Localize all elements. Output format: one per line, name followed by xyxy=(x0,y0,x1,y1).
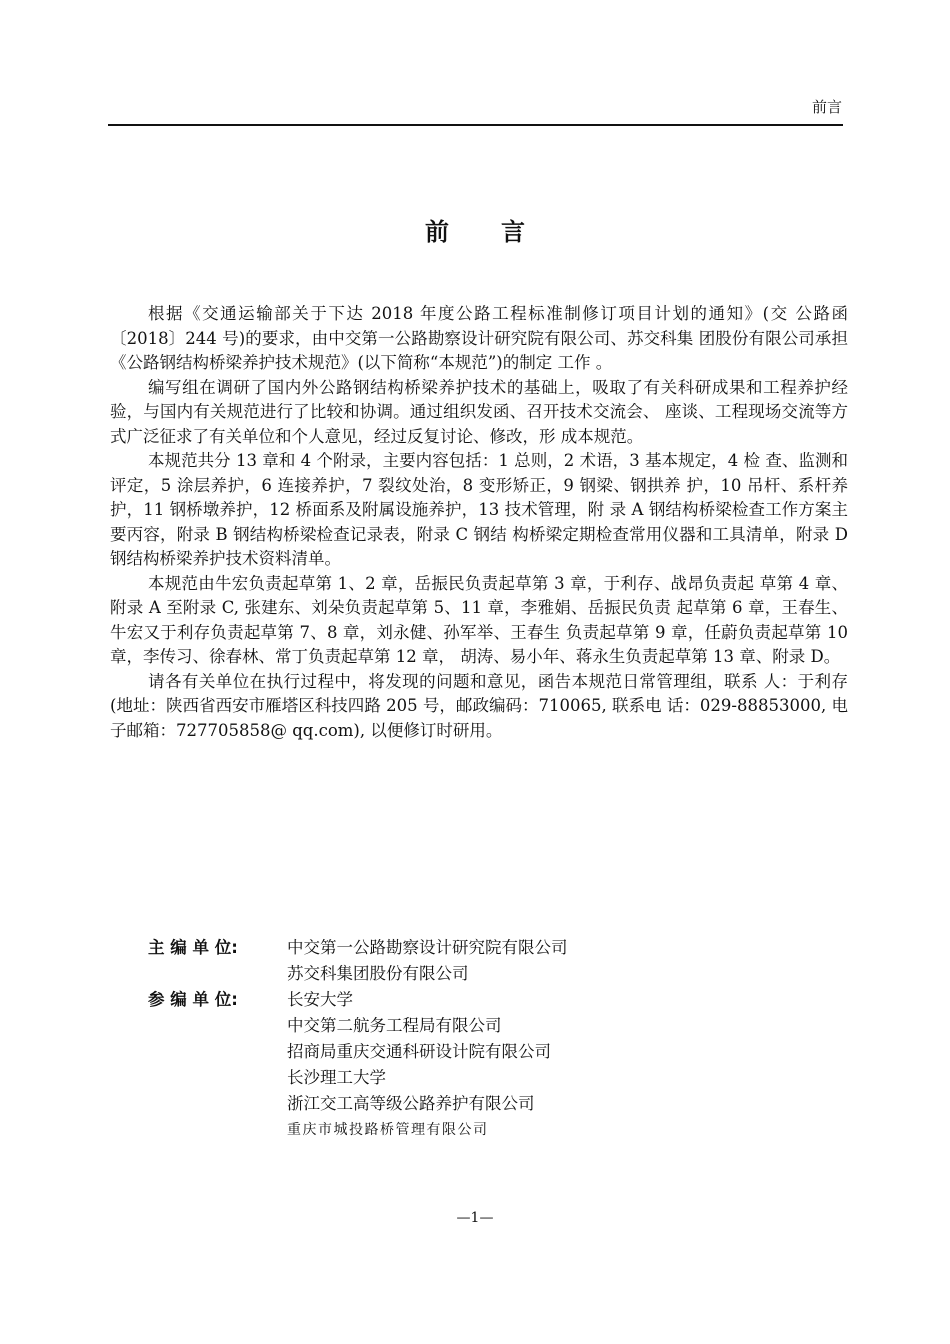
chief-units-label: 主 编 单 位: xyxy=(148,938,238,957)
participating-editing-units xyxy=(148,987,568,1143)
preface-body xyxy=(110,302,848,743)
unit-name: 浙江交工高等级公路养护有限公司 xyxy=(287,1094,535,1113)
chief-editing-units xyxy=(148,935,568,987)
unit-name: 招商局重庆交通科研设计院有限公司 xyxy=(287,1042,551,1061)
page-number: —1— xyxy=(456,1210,494,1226)
paragraph: 本规范由牛宏负责起草第 1、2 章，岳振民负责起草第 3 章，于利存、战昂负责起 草第 4 章、附录 A 至附录 C, 张建东、刘朵负责起草第 5、11 章，李雅娟、岳振民负责 起草第 6 章，王春生、牛宏又于利存负责起草第 7、8 章，刘永健、孙军举、王春生 负责起草第 9 章，任蔚负责起草第 10 章，李传习、徐春林、常丁负责起草第 12 章， 胡涛、易小年、蒋永生负责起草第 13 章、附录 D。 xyxy=(110,573,848,666)
running-header: 前言 xyxy=(811,98,842,116)
participating-units-label: 参 编 单 位: xyxy=(148,990,238,1009)
chief-units-list xyxy=(287,935,568,987)
editing-units xyxy=(148,935,568,1143)
paragraph: 请各有关单位在执行过程中，将发现的问题和意见，函告本规范日常管理组，联系 人：于利存(地址：陕西省西安市雁塔区科技四路 205 号，邮政编码：710065, 联系电 话：029-88853000, 电子邮箱：727705858@ qq.com), 以便修订时研用。 xyxy=(110,671,848,740)
paragraph: 本规范共分 13 章和 4 个附录，主要内容包括：1 总则，2 术语，3 基本规定，4 检 查、监测和评定，5 涂层养护，6 连接养护，7 裂纹处治，8 变形矫正，9 钢梁、钢拱养 护，10 吊杆、系杆养护，11 钢桥墩养护，12 桥面系及附属设施养护，13 技术管理，附 录 A 钢结构桥梁检查工作方案主要丙容，附录 B 钢结构桥梁检查记录表，附录 C 钢结 构桥梁定期检查常用仪器和工具清单，附录 D 钢结构桥梁养护技术资料清单。 xyxy=(110,451,848,568)
paragraph: 根据《交通运输部关于下达 2018 年度公路工程标准制修订项目计划的通知》(交 公路函〔2018〕244 号)的要求，由中交第一公路勘察设计研究院有限公司、苏交科集 团股份有限公司承担《公路钢结构桥梁养护技术规范》(以下简称“本规范”)的制定 工作 。 xyxy=(110,304,848,372)
unit-name: 长沙理工大学 xyxy=(287,1068,386,1087)
participating-units-list xyxy=(287,987,551,1143)
paragraph: 编写组在调研了国内外公路钢结构桥梁养护技术的基础上，吸取了有关科研成果和工程养护经验，与国内有关规范进行了比较和协调。通过组织发函、召开技术交流会、 座谈、工程现场交流等方式广泛征求了有关单位和个人意见，经过反复讨论、修改，形 成本规范。 xyxy=(110,377,848,446)
unit-name: 长安大学 xyxy=(287,990,353,1009)
unit-name: 中交第一公路勘察设计研究院有限公司 xyxy=(287,938,568,957)
unit-name: 中交第二航务工程局有限公司 xyxy=(287,1016,502,1035)
unit-name: 苏交科集团股份有限公司 xyxy=(287,964,469,983)
page-title: 前言 xyxy=(425,218,577,246)
unit-name: 重庆市城投路桥管理有限公司 xyxy=(287,1122,489,1138)
header-rule xyxy=(108,124,843,126)
